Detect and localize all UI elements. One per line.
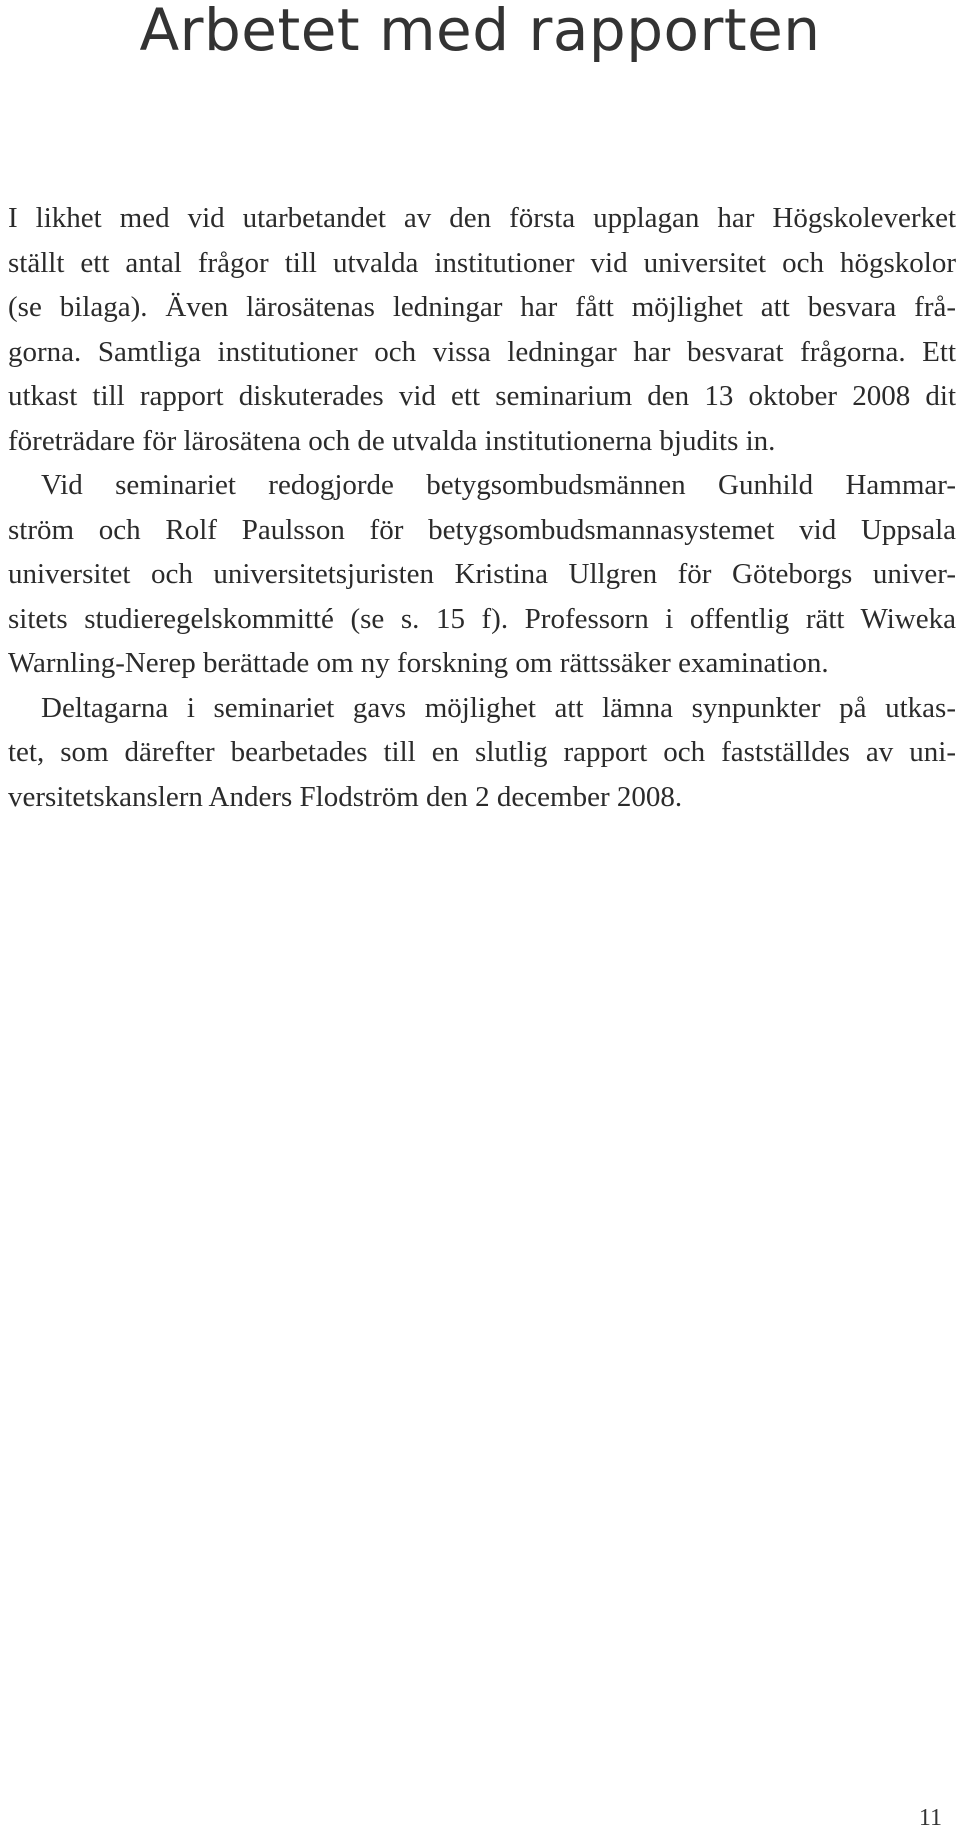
paragraph-1-line-4: gorna. Samtliga institutioner och vissa ledningar har besvarat frågorna. Ett	[8, 335, 956, 368]
paragraph-2-line-4: sitets studieregelskommitté (se s. 15 f). Professorn i offentlig rätt Wiweka	[8, 602, 956, 635]
page-number: 11	[918, 1805, 942, 1831]
paragraph-1-line-5: utkast till rapport diskuterades vid ett seminarium den 13 oktober 2008 dit	[8, 380, 956, 412]
paragraph-2-line-3: universitet och universitetsjuristen Kristina Ullgren för Göteborgs univer-	[8, 558, 956, 590]
paragraph-2-line-1: Vid seminariet redogjorde betygsombudsmännen Gunhild Hammar-	[41, 469, 956, 501]
paragraph-3-line-2: tet, som därefter bearbetades till en slutlig rapport och fastställdes av uni-	[8, 736, 956, 768]
paragraph-2-line-2: ström och Rolf Paulsson för betygsombudsmannasystemet vid Uppsala	[8, 513, 956, 546]
paragraph-1-line-2: ställt ett antal frågor till utvalda institutioner vid universitet och högskolor	[8, 246, 956, 279]
paragraph-1-line-6: företrädare för lärosätena och de utvalda institutionerna bjudits in.	[8, 424, 776, 457]
paragraph-3-line-3: versitetskanslern Anders Flodström den 2 december 2008.	[8, 780, 683, 813]
paragraph-2-line-5: Warnling-Nerep berättade om ny forskning om rättssäker examination.	[8, 647, 829, 679]
page-title: Arbetet med rapporten	[139, 0, 821, 64]
paragraph-3-line-1: Deltagarna i seminariet gavs möjlighet att lämna synpunkter på utkas-	[41, 691, 956, 724]
paragraph-1-line-1: I likhet med vid utarbetandet av den första upplagan har Högskoleverket	[8, 202, 956, 234]
body-text	[8, 196, 956, 819]
paragraph-1-line-3: (se bilaga). Även lärosätenas ledningar har fått möjlighet att besvara frå-	[8, 291, 956, 323]
